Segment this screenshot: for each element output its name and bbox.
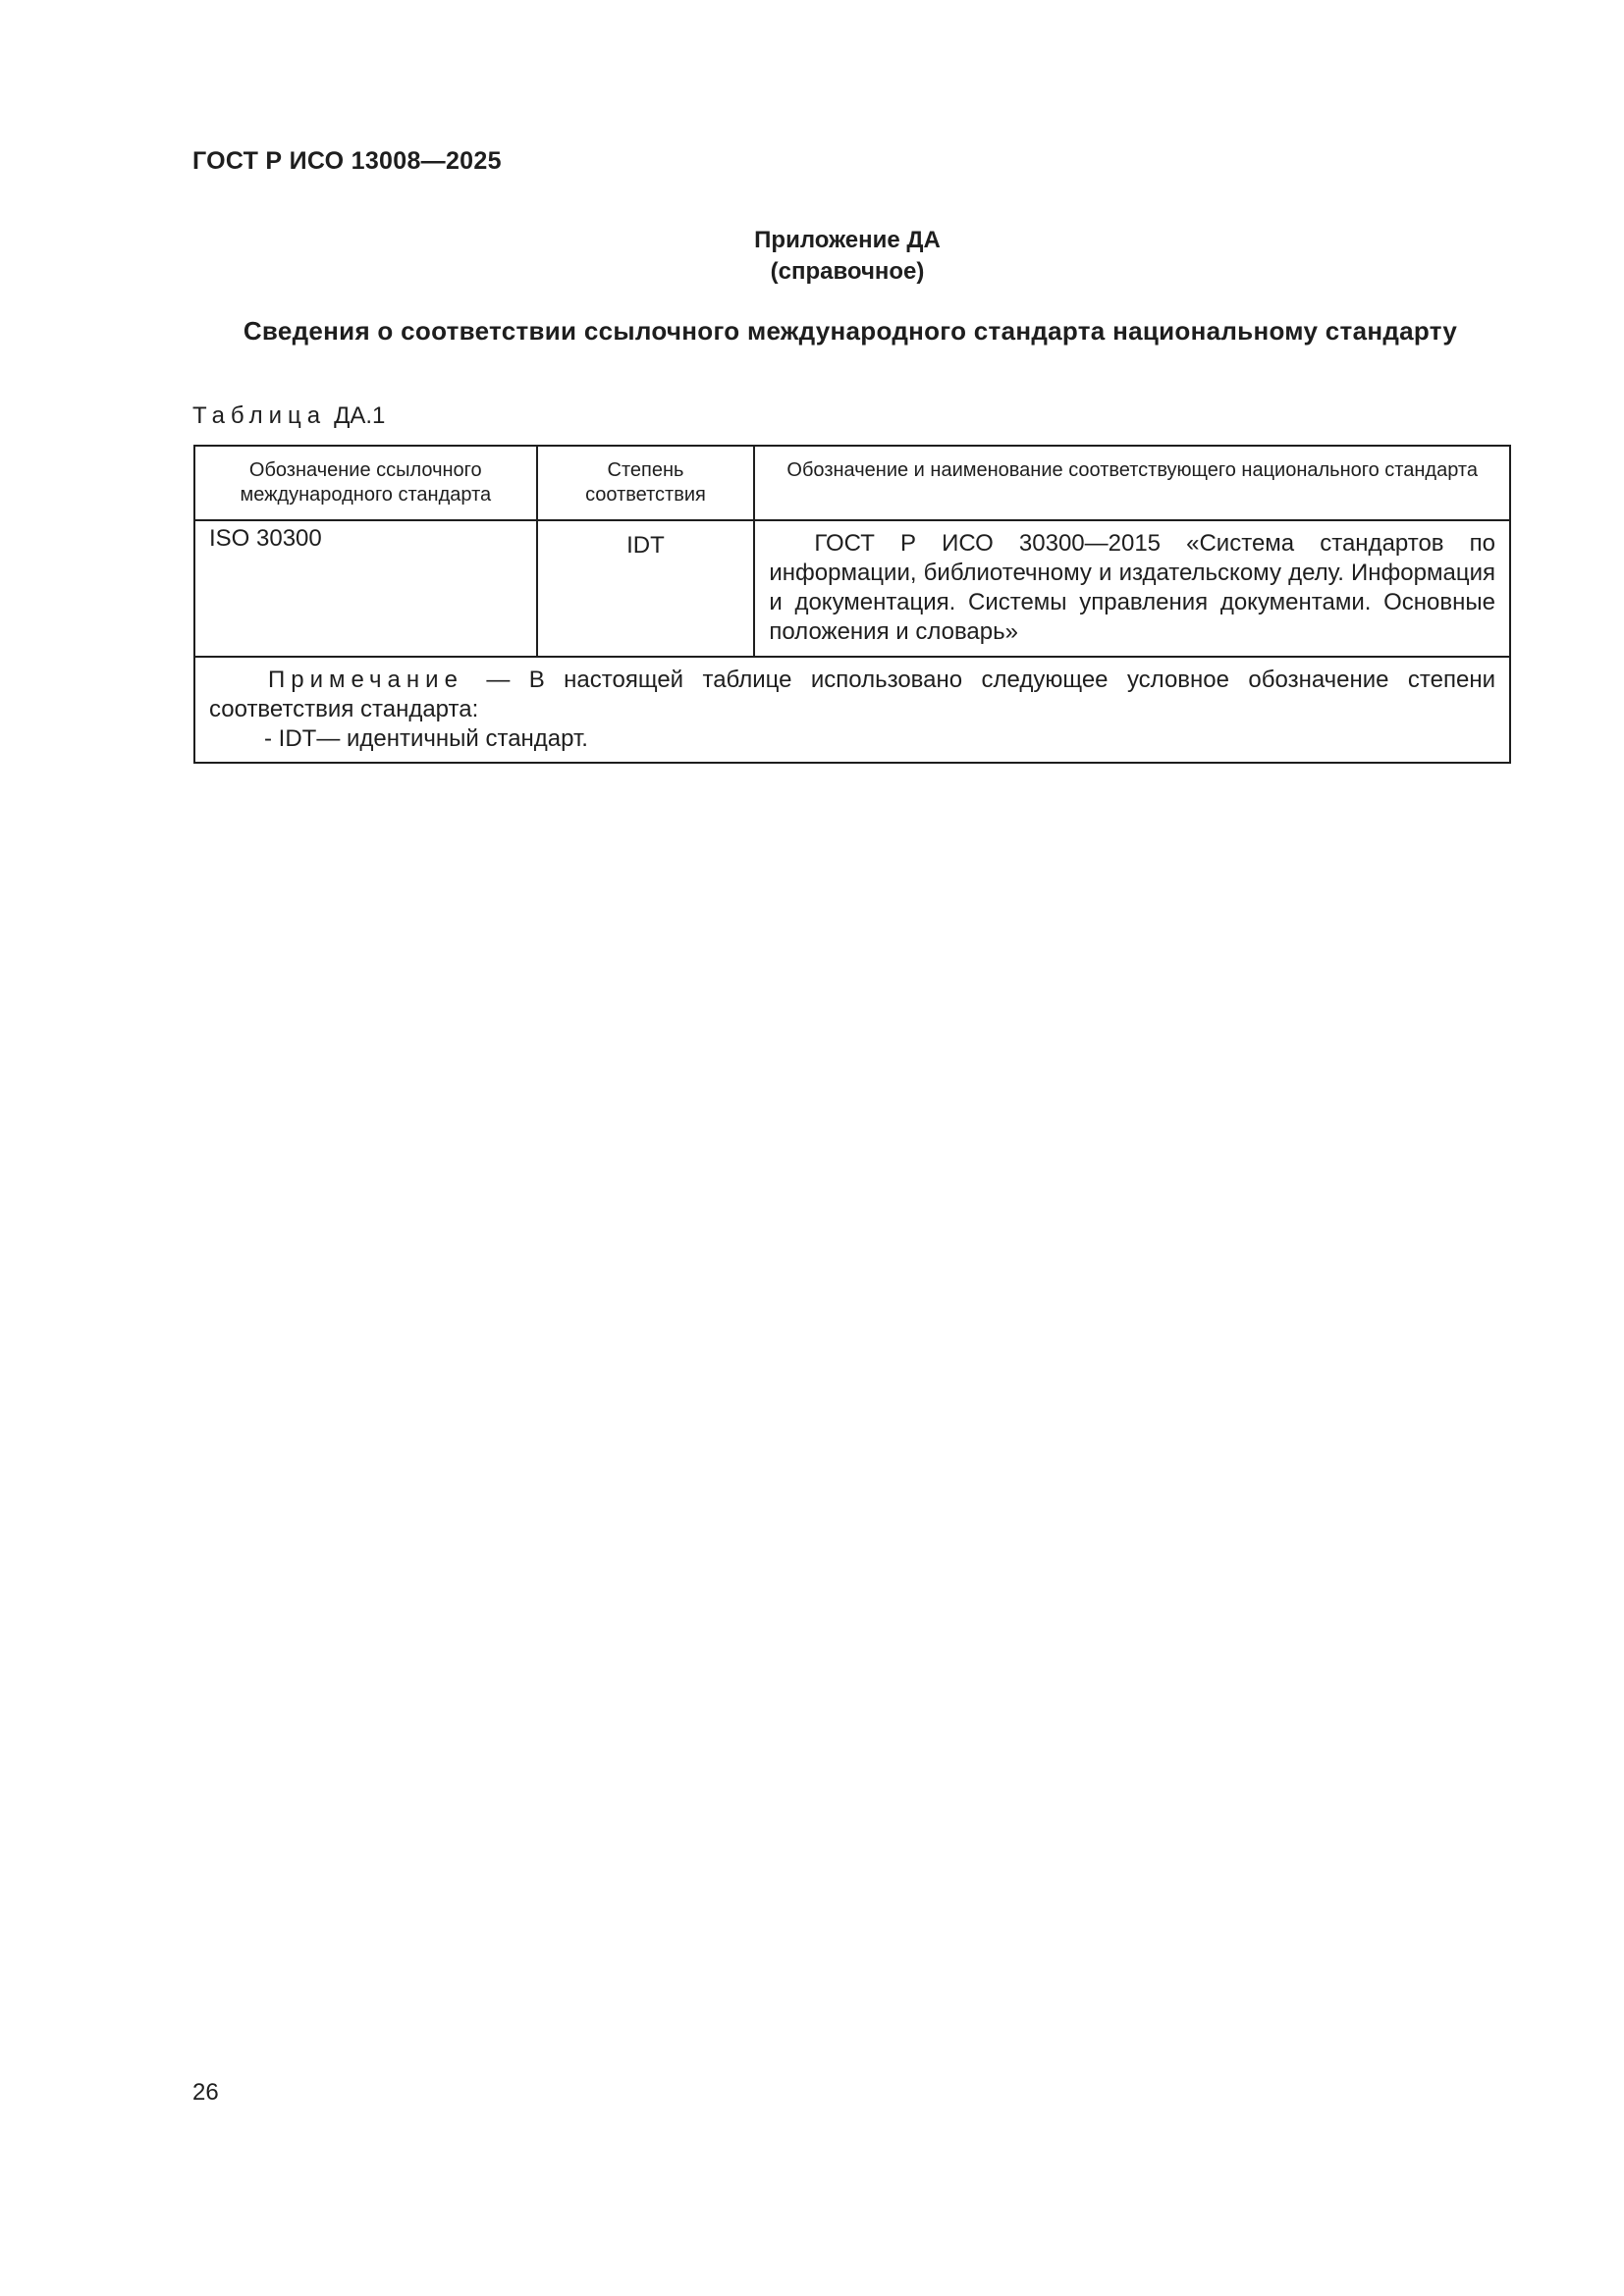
note-item: - IDT— идентичный стандарт.	[264, 725, 588, 752]
table-caption-number: ДА.1	[334, 402, 386, 429]
header-international-designation: Обозначение ссылочного международного стандарта	[194, 446, 537, 520]
section-title: Сведения о соответствии ссылочного международного стандарта национальному стандарту	[243, 316, 1458, 346]
cell-degree: IDT	[537, 520, 755, 657]
appendix-heading	[0, 225, 1624, 288]
page-number: 26	[192, 2079, 219, 2106]
document-code: ГОСТ Р ИСО 13008—2025	[192, 147, 502, 175]
cell-national-standard: ГОСТ Р ИСО 30300—2015 «Система стандартов по информации, библиотечному и издательскому делу. Информация и документация. Системы управления документами. Основные положения и словарь»	[754, 520, 1510, 657]
table-caption	[192, 402, 385, 430]
table-row	[194, 520, 1510, 657]
note-text	[209, 666, 1495, 724]
note-label: Примечание	[268, 667, 463, 693]
cell-international-designation: ISO 30300	[194, 520, 537, 657]
table-note	[194, 657, 1510, 763]
table-header-row	[194, 446, 1510, 520]
appendix-title: Приложение ДА	[754, 227, 941, 253]
header-degree: Степень соответствия	[537, 446, 755, 520]
note-body: — В настоящей таблице использовано следующее условное обозначение степени соответствия стандарта:	[209, 667, 1496, 722]
header-national-standard: Обозначение и наименование соответствующего национального стандарта	[754, 446, 1510, 520]
table-caption-word: Таблица	[192, 402, 327, 429]
table-note-row	[194, 657, 1510, 763]
appendix-kind: (справочное)	[770, 258, 925, 285]
correspondence-table	[193, 445, 1511, 764]
